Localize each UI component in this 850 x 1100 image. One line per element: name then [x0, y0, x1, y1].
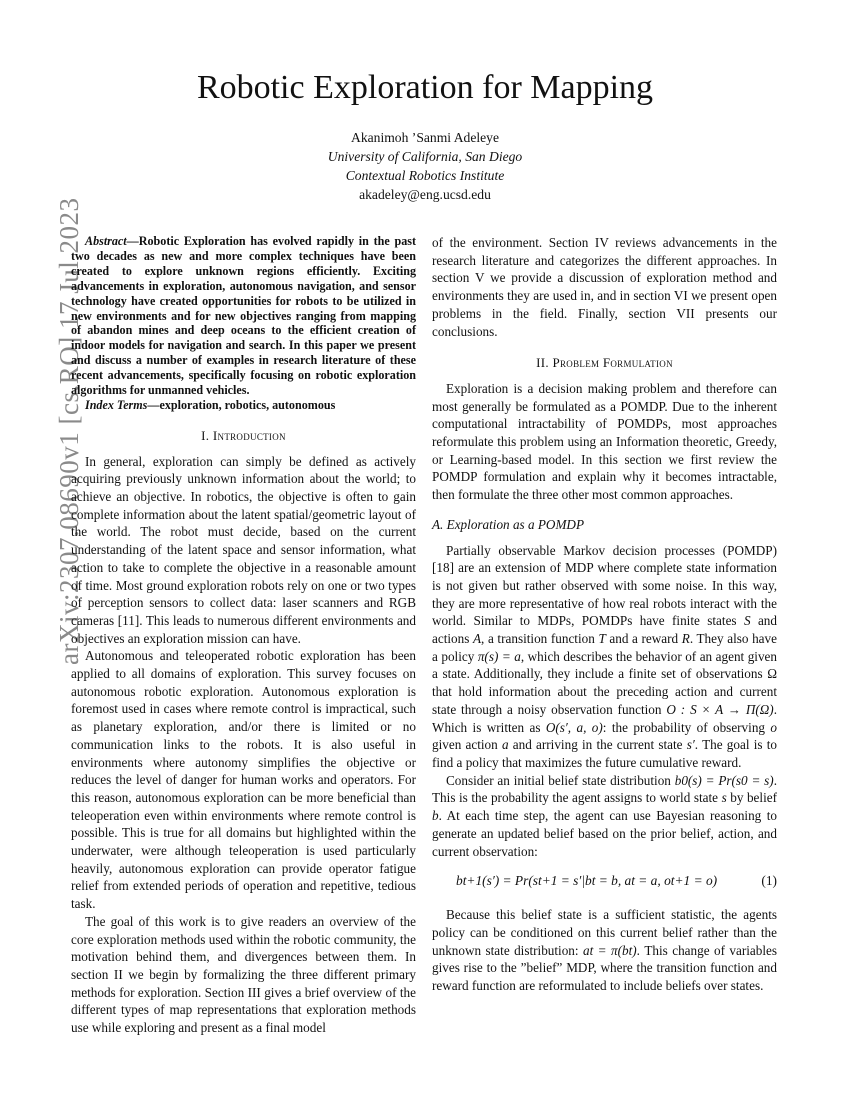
abstract-label: Abstract — [85, 234, 127, 248]
equation-number: (1) — [761, 873, 777, 889]
section-heading-introduction: I. Introduction — [201, 427, 286, 443]
intro-paragraph-2: Autonomous and teleoperated robotic exploration has been applied to all domains of exploration. This survey focuses on autonomous robotic exploration. Autonomous exploration is foremost used in cases where remote control is impractical, such as planetary exploration, and/or there is limited or no communication links to the robots. It is also useful in environments where autonomy simplifies the objective or reduces the level of danger for human works and operators. For this reason, autonomous exploration can be more beneficial than teleoperation even within environments where remote control is possible. This is true for all domains but highlighted within the underwater, were although teleoperation is used particularly heavily, autonomous exploration can provide operator fatigue relief from extended periods of operation and repetitive, tedious task. — [71, 648, 416, 912]
author-name: Akanimoh ’Sanmi Adeleye — [351, 130, 499, 145]
intro-paragraph-1: In general, exploration can simply be defined as actively acquiring previously unknown information about the world; to achieve an objective. In robotics, the objective is often to gain complete information about the latent spatial/geometric layout of the world. The robot must decide, based on the current understanding of the latent space and sensor information, what action to take to complete the objective in a reasonable amount of time. Most ground exploration robots rely on one or two types of perception sensors to collect data: laser scanners and RGB cameras [11]. This leads to numerous different environments and objectives an exploration mission can have. — [71, 453, 416, 646]
paper-title: Robotic Exploration for Mapping — [196, 69, 654, 106]
index-terms-label: Index Terms — [85, 397, 148, 412]
equation-body: bt+1(s′) = Pr(st+1 = s′|bt = b, at = a, ot+1 = o) — [456, 873, 718, 889]
author-email: akadeley@eng.ucsd.edu — [359, 187, 491, 202]
author-affiliation: University of California, San Diego — [327, 149, 523, 164]
problem-paragraph-1: Exploration is a decision making problem and therefore can most generally be formulated as a POMDP. Due to the inherent computational intractability of POMDPs, most approaches reformulate this problem using an Information theoretic, Greedy, or Learning-based model. In this section we first review the POMDP formulation and explain why it becomes intractable, then formulate the three other most common approaches. — [432, 380, 777, 503]
author-institute: Contextual Robotics Institute — [345, 168, 505, 183]
abstract — [71, 234, 416, 398]
left-column — [71, 234, 416, 1037]
pomdp-paragraph-2: Consider an initial belief state distribution b0(s) = Pr(s0 = s). This is the probability the agent assigns to world state s by belief b. At each time step, the agent can use Bayesian reasoning to generate an updated belief based on the prior belief, action, and current observation: — [432, 772, 777, 859]
author-block — [0, 128, 850, 204]
index-terms-text: —exploration, robotics, autonomous — [147, 397, 336, 412]
pomdp-paragraph-3: Because this belief state is a sufficient statistic, the agents policy can be conditioned on this current belief rather than the unknown state distribution: at = π(bt). This change of variables gives rise to the ”belief” MDP, where the transition function and reward function are reformulated to include beliefs over states. — [432, 907, 778, 994]
subsection-heading-pomdp: A. Exploration as a POMDP — [432, 516, 585, 532]
intro-paragraph-3: The goal of this work is to give readers an overview of the core exploration methods used within the robotic community, the motivation behind them, and divergences between them. In section II we begin by formalizing the three different primary methods for exploration. Section III gives a brief overview of the different types of map representations that exploration methods use while exploring and present as a final model — [71, 913, 416, 1036]
section-heading-problem-formulation: II. Problem Formulation — [536, 355, 673, 371]
abstract-text: —Robotic Exploration has evolved rapidly in the past two decades as new and more complex techniques have been created to explore unknown regions efficiently. Exciting advancements in exploration, autonomous navigation, and sensor technology have created opportunities for robots to be utilized in new environments and for new objectives ranging from mapping of abandon mines and deep oceans to the efficient creation of indoor models for navigation and search. In this paper we present and discuss a number of examples in research literature of these recent advancements, specifically focusing on robotic exploration algorithms for unmanned vehicles. — [71, 234, 416, 398]
index-terms — [71, 398, 416, 413]
right-column — [432, 234, 777, 995]
arxiv-stamp-text: arXiv:2307.08690v1 [cs.RO] 17 Jul 2023 — [54, 197, 84, 665]
intro-paragraph-3-continued: of the environment. Section IV reviews advancements in the research literature and categorizes the different approaches. In section V we provide a discussion of exploration method and environments they are used in, and in section VI we present open problems in the field. Finally, section VII presents our conclusions. — [432, 235, 777, 339]
equation-1 — [432, 872, 777, 894]
pomdp-paragraph-1: Partially observable Markov decision processes (POMDP) [18] are an extension of MDP where complete state information is not given but rather observed with some noise. In this way, they are more representative of how real robots interact with the world. Similar to MDPs, POMDPs have finite states S and actions A, a transition function T and a reward R. They also have a policy π(s) = a, which describes the behavior of an agent given a state. Additionally, they include a finite set of observations Ω that hold information about the preceding action and current state through a noisy observation function O : S × A → Π(Ω). Which is written as O(s′, a, o): the probability of observing o given action a and arriving in the current state s′. The goal is to find a policy that maximizes the future cumulative reward. — [432, 542, 777, 770]
